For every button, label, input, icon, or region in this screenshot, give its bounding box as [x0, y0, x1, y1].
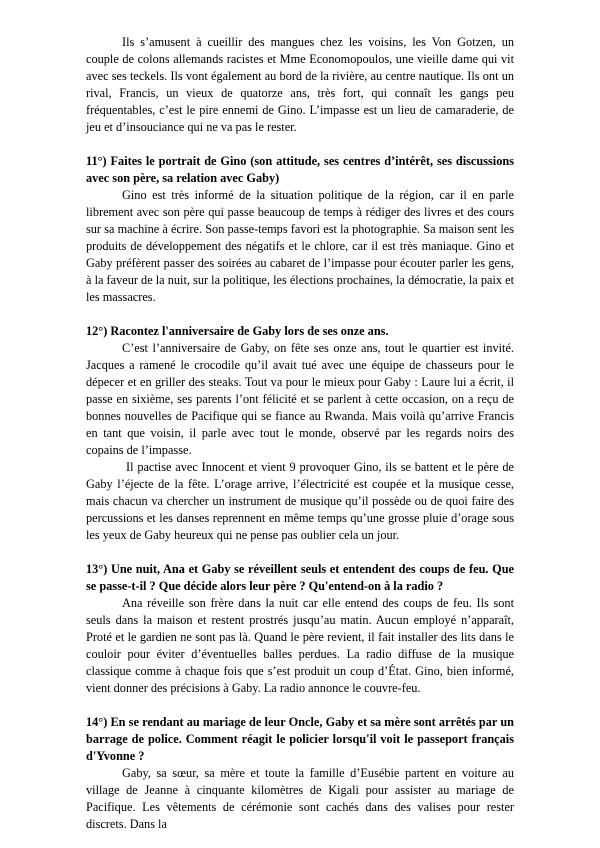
question-14-heading: 14°) En se rendant au mariage de leur Oncle, Gaby et sa mère sont arrêtés par un barrage de police. Comment réagit le policier lorsqu'il voit le passeport français d'Yvonne ?	[86, 715, 514, 763]
question-12-answer-paragraph-1: C’est l’anniversaire de Gaby, on fête ses onze ans, tout le quartier est invité. Jacques a ramené le crocodile qu’il avait tué avec une équipe de chasseurs pour le dépecer et en griller des steaks. Tout va pour le mieux pour Gaby : Laure lui a écrit, il passe en sixième, ses parents l’ont félicité et se parlent à cette occasion, on a reçu de bonnes nouvelles de Pacifique qui se fiance au Rwanda. Mais voilà qu’arrive Francis en tant que voisin, il parle avec tout le monde, observé par les regards noirs des copains de l’impasse.	[86, 341, 514, 457]
question-13-answer: Ana réveille son frère dans la nuit car elle entend des coups de feu. Ils sont seuls dans la maison et restent prostrés jusqu’au matin. Aucun employé n’apparaît, Proté et le gardien ne sont pas là. Quand le père revient, il fait installer des lits dans le couloir pour éviter d’éventuelles balles perdues. La radio diffuse de la musique classique comme à chaque fois que s’est produit un coup d’État. Gino, bien informé, vient donner des précisions à Gaby. La radio annonce le couvre-feu.	[86, 596, 514, 695]
question-11-answer: Gino est très informé de la situation politique de la région, car il en parle librement avec son père qui passe beaucoup de temps à rédiger des livres et des cours sur sa machine à écrire. Son passe-temps favori est la photographie. Sa maison sent les produits de développement des négatifs et le chlore, car il est très maniaque. Gino et Gaby préfèrent passer des soirées au cabaret de l’impasse pour écouter parler les gens, à la faveur de la nuit, sur la politique, les élections prochaines, la démocratie, la paix et les massacres.	[86, 188, 514, 304]
document-body	[86, 34, 514, 833]
question-11-heading: 11°) Faites le portrait de Gino (son attitude, ses centres d’intérêt, ses discussions avec son père, sa relation avec Gaby)	[86, 154, 514, 185]
question-12-heading: 12°) Racontez l'anniversaire de Gaby lors de ses onze ans.	[86, 324, 389, 338]
question-14-answer: Gaby, sa sœur, sa mère et toute la famille d’Eusébie partent en voiture au village de Jeanne à cinquante kilomètres de Kigali pour assister au mariage de Pacifique. Les vêtements de cérémonie sont cachés dans des valises pour rester discrets. Dans la	[86, 766, 514, 831]
intro-paragraph: Ils s’amusent à cueillir des mangues chez les voisins, les Von Gotzen, un couple de colons allemands racistes et Mme Economopoulos, une vieille dame qui vit avec ses teckels. Ils vont également au bord de la rivière, au centre nautique. Ils ont un rival, Francis, un vieux de quatorze ans, très fort, qui connaît les gangs peu fréquentables, c’est le pire ennemi de Gino. L’impasse est un lieu de camaraderie, de jeu et d’insouciance qui ne va pas le rester.	[86, 35, 514, 134]
question-13-heading: 13°) Une nuit, Ana et Gaby se réveillent seuls et entendent des coups de feu. Que se passe-t-il ? Que décide alors leur père ? Qu'entend-on à la radio ?	[86, 562, 514, 593]
question-12-answer-paragraph-2: Il pactise avec Innocent et vient 9 provoquer Gino, ils se battent et le père de Gaby l’éjecte de la fête. L’orage arrive, l’électricité est coupée et la musique cesse, mais chacun va chercher un instrument de musique qu’il possède ou de quoi faire des percussions et les danses reprennent en même temps qu’une grosse pluie d’orage sous les yeux de Gaby heureux qui ne pense pas oublier cela un jour.	[86, 460, 514, 542]
